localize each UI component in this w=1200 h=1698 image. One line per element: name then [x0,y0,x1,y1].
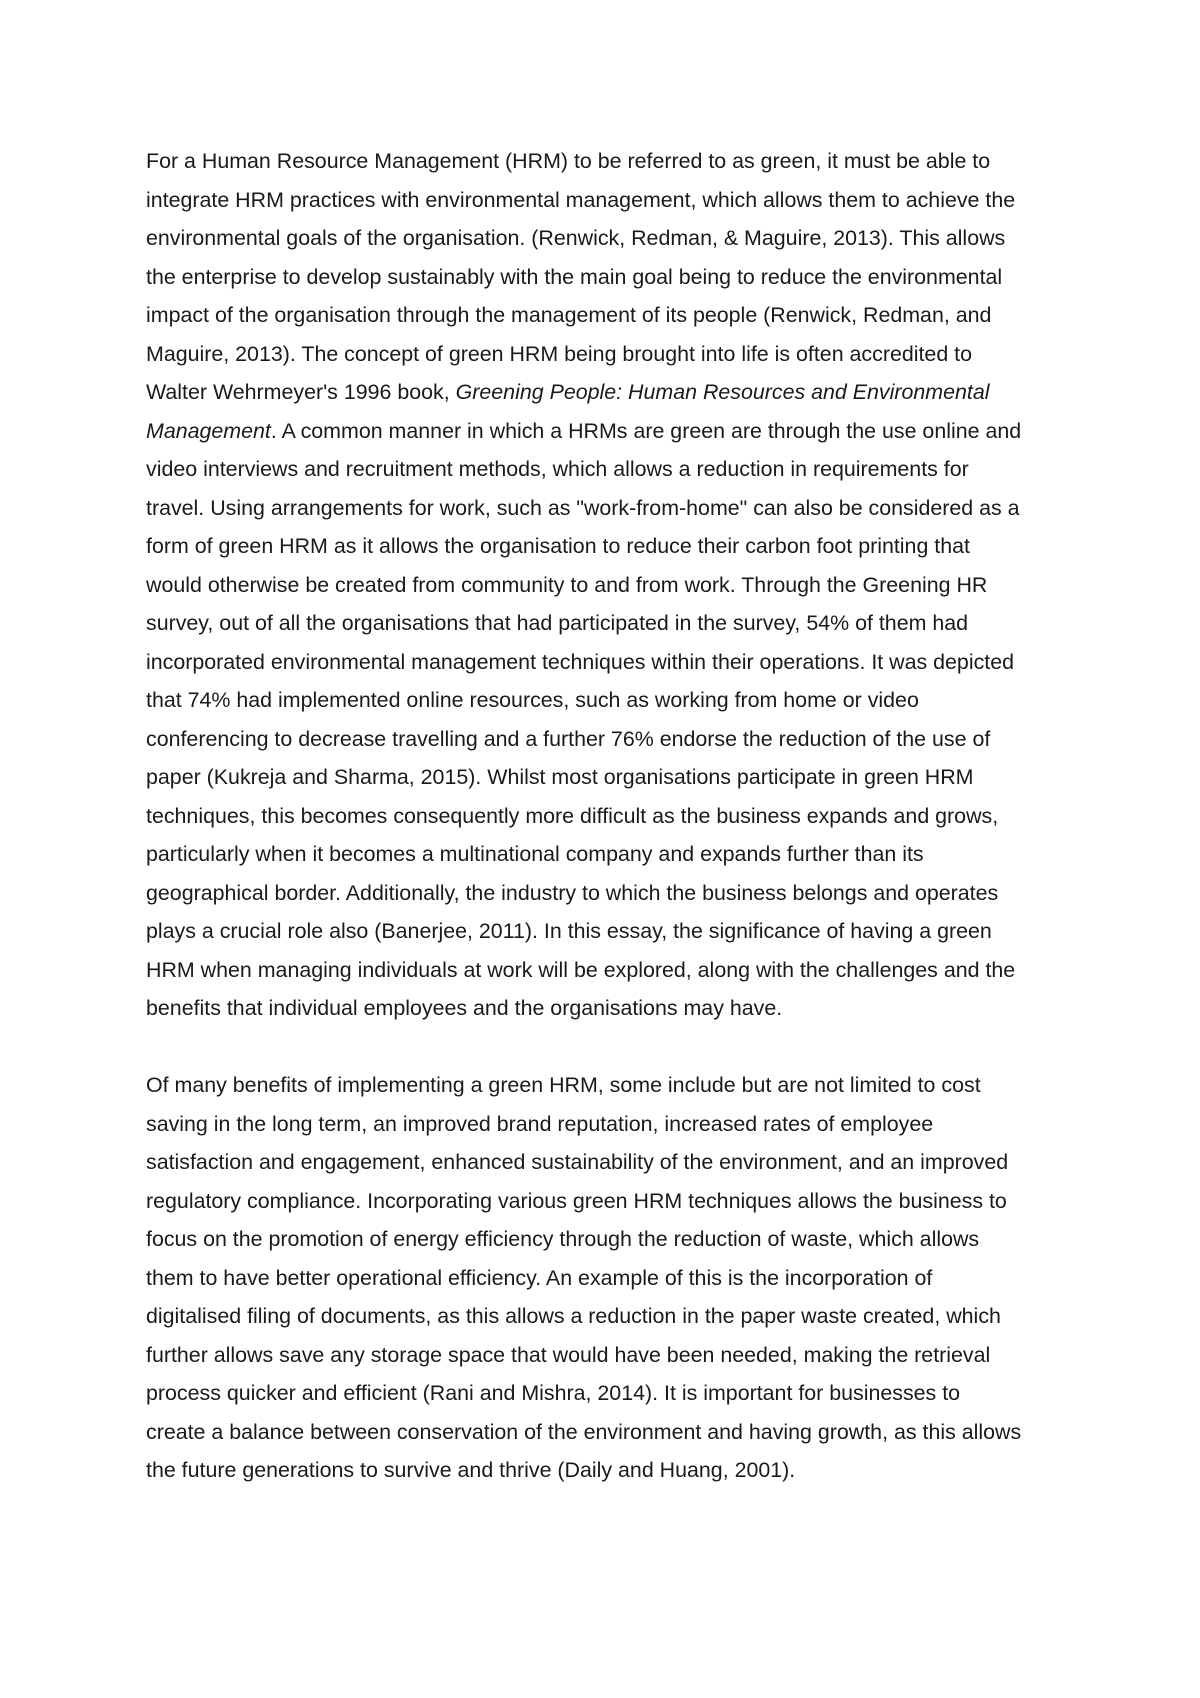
text-run: that 74% had implemented online resources, such as working from home or video [146,688,919,712]
text-run: conferencing to decrease travelling and a further 76% endorse the reduction of the use of [146,726,991,751]
text-line [146,1182,1076,1221]
text-line [146,527,1076,566]
text-line [146,1220,1076,1259]
text-line [146,1374,1076,1413]
text-line [146,835,1076,874]
text-line [146,681,1076,720]
text-line [146,1143,1076,1182]
text-run: travel. Using arrangements for work, such as "work-from-home" can also be considered as a [146,495,1020,520]
italic-title: Greening People: Human Resources and Environmental [455,380,990,404]
text-run: create a balance between conservation of the environment and having growth, as this allows [146,1419,1022,1444]
text-line [146,912,1076,951]
text-line [146,450,1076,489]
text-run: Maguire, 2013). The concept of green HRM being brought into life is often accredited to [146,341,973,366]
text-run: regulatory compliance. Incorporating various green HRM techniques allows the business to [146,1188,1007,1213]
text-run: process quicker and efficient (Rani and Mishra, 2014). It is important for businesses to [146,1381,961,1405]
text-run: form of green HRM as it allows the organisation to reduce their carbon foot printing that [146,534,970,558]
text-line [146,181,1076,220]
text-run: environmental goals of the organisation. (Renwick, Redman, & Maguire, 2013). This allows [146,226,1006,250]
text-run: video interviews and recruitment methods, which allows a reduction in requirements for [146,457,969,481]
text-run: them to have better operational efficiency. An example of this is the incorporation of [146,1265,933,1290]
text-run: further allows save any storage space that would have been needed, making the retrieval [146,1342,991,1367]
text-line [146,604,1076,643]
text-run: paper (Kukreja and Sharma, 2015). Whilst most organisations participate in green HRM [146,765,974,789]
text-line [146,1105,1076,1144]
text-run: would otherwise be created from community to and from work. Through the Greening HR [146,572,988,597]
document-body [146,142,1076,1528]
text-line [146,1336,1076,1375]
text-line [146,1451,1076,1490]
text-line [146,643,1076,682]
text-run: digitalised filing of documents, as this allows a reduction in the paper waste created, which [146,1304,1001,1328]
text-run: particularly when it becomes a multinational company and expands further than its [146,842,924,866]
text-run: impact of the organisation through the management of its people (Renwick, Redman, and [146,303,992,327]
text-line [146,1066,1076,1105]
text-run: Of many benefits of implementing a green HRM, some include but are not limited to cost [146,1073,981,1097]
text-line [146,951,1076,990]
text-run: geographical border. Additionally, the industry to which the business belongs and operates [146,880,999,905]
text-run: saving in the long term, an improved brand reputation, increased rates of employee [146,1111,934,1136]
text-line [146,489,1076,528]
text-line [146,874,1076,913]
text-run: benefits that individual employees and the organisations may have. [146,996,783,1020]
text-line [146,219,1076,258]
text-line [146,412,1076,451]
text-run: . A common manner in which a HRMs are green are through the use online and [270,418,1022,443]
text-line [146,335,1076,374]
text-line [146,373,1076,412]
text-run: the future generations to survive and thrive (Daily and Huang, 2001). [146,1458,796,1482]
italic-title: Management [146,418,271,443]
text-line [146,1413,1076,1452]
text-run: satisfaction and engagement, enhanced sustainability of the environment, and an improved [146,1150,1009,1174]
text-run: HRM when managing individuals at work will be explored, along with the challenges and the [146,957,1016,982]
text-line [146,797,1076,836]
text-line [146,1259,1076,1298]
text-run: survey, out of all the organisations that had participated in the survey, 54% of them had [146,611,969,635]
text-run: the enterprise to develop sustainably with the main goal being to reduce the environmental [146,264,1003,289]
text-line [146,989,1076,1028]
text-line [146,758,1076,797]
text-run: integrate HRM practices with environmental management, which allows them to achieve the [146,187,1016,212]
text-run: techniques, this becomes consequently more difficult as the business expands and grows, [146,803,999,828]
paragraph [146,142,1076,1028]
text-run: For a Human Resource Management (HRM) to be referred to as green, it must be able to [146,149,991,173]
text-run: incorporated environmental management techniques within their operations. It was depicted [146,649,1015,674]
text-line [146,258,1076,297]
text-line [146,1297,1076,1336]
paragraph [146,1066,1076,1490]
text-run: plays a crucial role also (Banerjee, 2011). In this essay, the significance of having a green [146,919,992,943]
text-line [146,142,1076,181]
text-line [146,566,1076,605]
text-line [146,720,1076,759]
text-line [146,296,1076,335]
text-run: focus on the promotion of energy efficiency through the reduction of waste, which allows [146,1227,980,1251]
text-run: Walter Wehrmeyer's 1996 book, [146,380,456,404]
